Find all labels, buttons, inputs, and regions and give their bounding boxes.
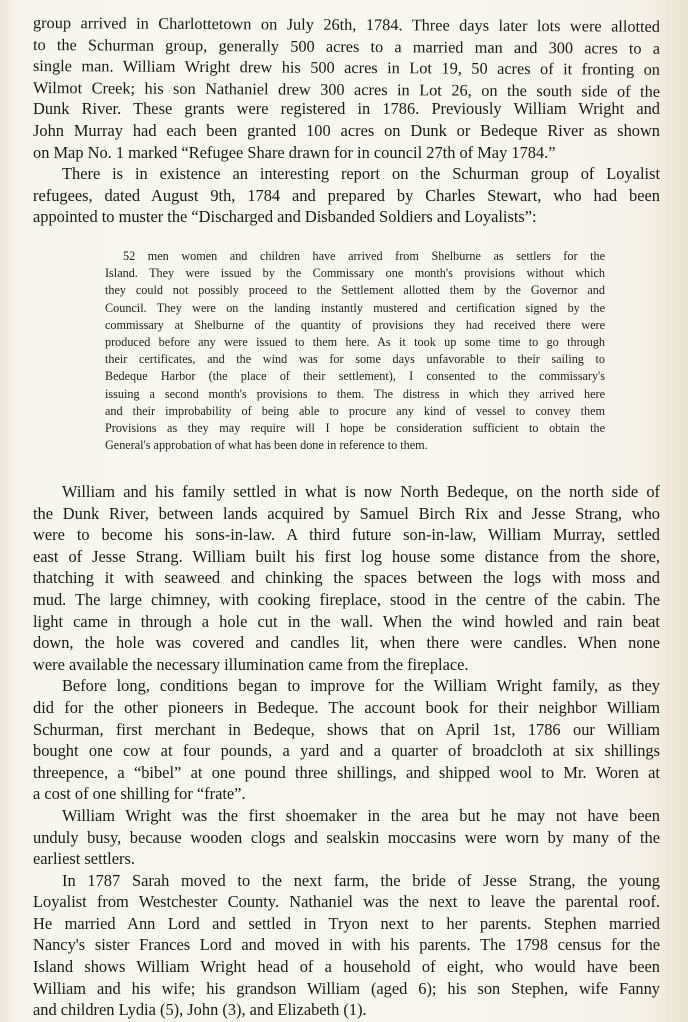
text-line: thatching it with seaweed and chinking the spaces between the logs with moss and [33,568,660,588]
quote-line: Bedeque Harbor (the place of their settlement), I consented to the commissary's [105,369,605,384]
text-line: William and his wife; his grandson William (aged 6); his son Stephen, wife Fanny [33,978,660,998]
text-line: Dunk River. These grants were registered in 1786. Previously William Wright and [33,99,660,119]
text-line: appointed to muster the “Discharged and Disbanded Soldiers and Loyalists”: [33,207,537,227]
text-line: to the Schurman group, generally 500 acres to a married man and 300 acres to a [32,34,661,58]
text-line: east of Jesse Strang. William built his first log house some distance from the shore, [33,546,660,566]
block-quote [105,248,605,454]
text-line: earliest settlers. [33,849,135,869]
quote-line: General's approbation of what has been done in reference to them. [105,438,428,453]
text-line: a cost of one shilling for “frate”. [33,784,246,804]
quote-line: Island. They were issued by the Commissary one month's provisions without which [105,266,605,281]
quote-line: produced before any were issued to them here. As it took up some time to go through [105,334,605,349]
text-line: on Map No. 1 marked “Refugee Share drawn for in council 27th of May 1784.” [33,142,556,162]
text-line: the Dunk River, between lands acquired by Samuel Birch Rix and Jesse Strang, who [33,503,660,523]
quote-line: Council. They were on the landing instantly mustered and certification signed by the [105,300,605,315]
text-line: unduly busy, because wooden clogs and sealskin moccasins were worn by many of the [33,827,660,847]
text-line: single man. William Wright drew his 500 acres in Lot 19, 50 acres of it fronting on [32,56,661,80]
text-line: were to become his sons-in-law. A third future son-in-law, William Murray, settled [33,525,660,545]
text-line: Nancy's sister Frances Lord and moved in with his parents. The 1798 census for the [33,935,660,955]
text-line: refugees, dated August 9th, 1784 and prepared by Charles Stewart, who had been [33,185,660,205]
text-line: Loyalist from Westchester County. Nathaniel was the next to leave the parental roof. [33,892,660,912]
text-line: Wilmot Creek; his son Nathaniel drew 300 acres in Lot 26, on the south side of the [32,77,661,101]
text-line: Island shows William Wright head of a household of eight, who would have been [33,957,660,977]
text-line: and children Lydia (5), John (3), and Elizabeth (1). [33,1000,367,1020]
text-line: Schurman, first merchant in Bedeque, shows that on April 1st, 1786 our William [33,719,660,739]
quote-line: they could not possibly proceed to the Settlement allotted them by the Governor and [105,283,605,298]
text-line: threepence, a “bibel” at one pound three shillings, and shipped wool to Mr. Woren at [33,762,660,782]
paragraph-start: William Wright was the first shoemaker in the area but he may not have been [62,805,660,825]
paragraph-start: Before long, conditions began to improve for the William Wright family, as they [62,676,660,696]
quote-line: and their improbability of being able to procure any kind of vessel to convey them [105,403,605,418]
quote-line: their certificates, and the wind was for some days unfavorable to their sailing to [105,352,605,367]
paragraph-start: There is in existence an interesting report on the Schurman group of Loyalist [62,164,660,184]
text-line: John Murray had each been granted 100 acres on Dunk or Bedeque River as shown [33,120,660,140]
text-line: bought one cow at four pounds, a yard and a quarter of broadcloth at six shillings [33,741,660,761]
paragraph-start: In 1787 Sarah moved to the next farm, the bride of Jesse Strang, the young [62,870,660,890]
text-line: down, the hole was covered and candles lit, when there were candles. When none [33,633,660,653]
quote-line: issuing a second month's provisions to them. The distress in which they arrived here [105,386,605,401]
quote-line: 52 men women and children have arrived from Shelburne as settlers for the [123,249,605,263]
text-line: mud. The large chimney, with cooking fireplace, stood in the centre of the cabin. The [33,589,660,609]
quote-line: Provisions as they may require will I hope be consideration sufficient to obtain the [105,420,605,435]
paragraph-start: William and his family settled in what is now North Bedeque, on the north side of [62,482,660,501]
text-line: He married Ann Lord and settled in Tryon next to her parents. Stephen married [33,913,660,933]
main-paragraphs [33,481,660,1021]
opening-paragraphs [33,12,660,228]
quote-line: commissary at Shelburne of the quantity of provisions they had received there were [105,317,605,332]
text-line: light came in through a hole cut in the wall. When the wind howled and rain beat [33,611,660,631]
text-line: group arrived in Charlottetown on July 26th, 1784. Three days later lots were allotted [32,13,661,36]
text-line: were available the necessary illumination came from the fireplace. [33,654,469,674]
text-line: did for the other pioneers in Bedeque. The account book for their neighbor William [33,697,660,717]
